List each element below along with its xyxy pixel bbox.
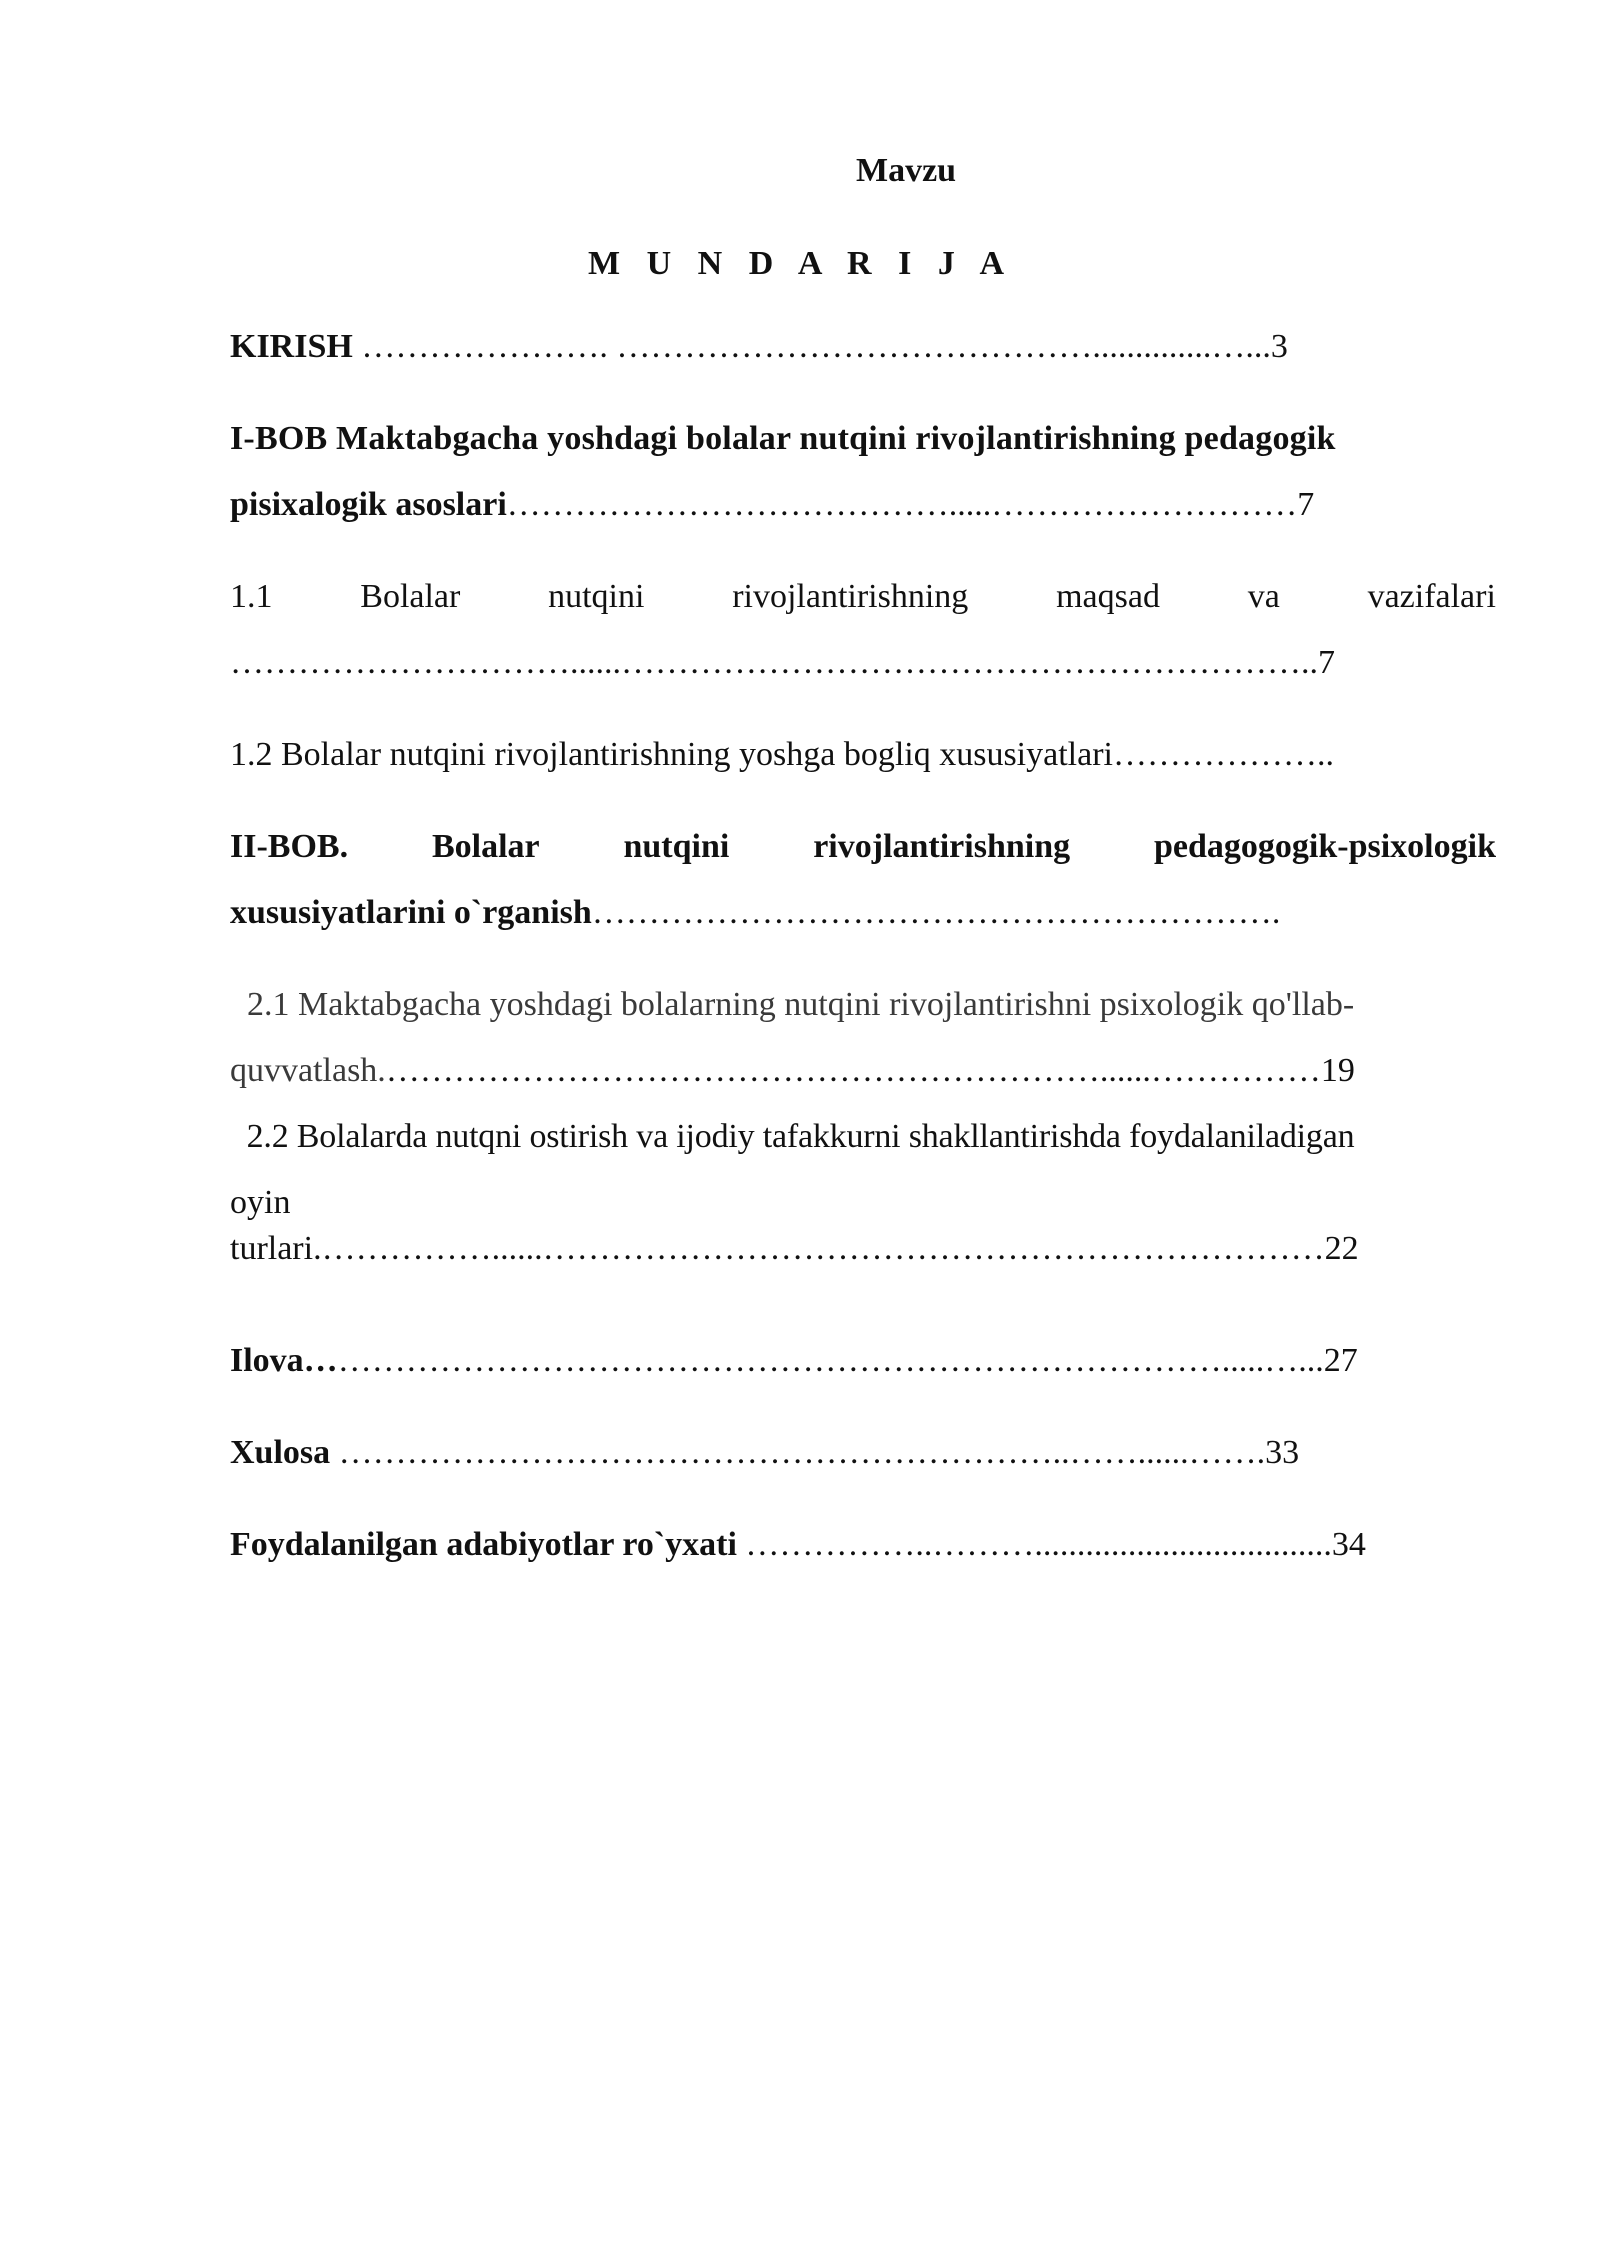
toc-word: nutqini <box>623 828 730 865</box>
toc-entry-title-line2-row <box>230 880 1496 946</box>
toc-page-number: 19 <box>1320 1052 1355 1089</box>
toc-entry-title: Foydalanilgan adabiyotlar ro`yxati <box>230 1526 737 1563</box>
toc-title: M U N D A R I J A <box>588 245 1014 282</box>
toc-entry-xulosa <box>230 1420 1496 1486</box>
toc-entry-section-2-2 <box>230 1104 1496 1282</box>
toc-entry-title-line3-row <box>230 1216 1496 1282</box>
toc-entry-title-line2: oyin <box>230 1184 291 1221</box>
toc-leader: ……………......…………………………………………………………… <box>321 1230 1325 1267</box>
toc-leader: ………………………………….....……………………… <box>506 486 1298 523</box>
toc-word: vazifalari <box>1367 578 1496 615</box>
toc-entry-title-line1: 2.1 Maktabgacha yoshdagi bolalarning nutqini rivojlantirishni psixologik qo'llab- <box>230 986 1355 1023</box>
toc-entry-title: Ilova… <box>230 1342 338 1379</box>
toc-entry-title: KIRISH <box>230 328 353 365</box>
toc-entry-title-row <box>230 814 1496 880</box>
toc-word: II-BOB. <box>230 828 349 865</box>
toc-entry-title-line2-row <box>230 1038 1496 1104</box>
toc-leader: …………………………......…………………………………………………….. <box>230 644 1318 681</box>
toc-entry-chapter-1 <box>230 406 1496 538</box>
toc-leader: ………………………………………………………......…………… <box>385 1052 1321 1089</box>
toc-word: rivojlantirishning <box>813 828 1071 865</box>
toc-word: Bolalar <box>360 578 461 615</box>
toc-entry-title-row <box>230 564 1496 630</box>
toc-page-number: 27 <box>1323 1342 1358 1379</box>
toc-entry-title-line2: xususiyatlarini o`rganish <box>230 894 592 931</box>
toc-entry-kirish <box>230 314 1496 380</box>
toc-entry-title-line3: turlari. <box>230 1230 322 1267</box>
toc-word: rivojlantirishning <box>732 578 969 615</box>
toc-word: nutqini <box>548 578 645 615</box>
toc-entry-title-line2: quvvatlash. <box>230 1052 386 1089</box>
toc-entry-title-line1: I-BOB Maktabgacha yoshdagi bolalar nutqini rivojlantirishning pedagogik <box>230 420 1336 457</box>
toc-leader: ……………..………................................... <box>736 1526 1332 1563</box>
toc-page-number: 33 <box>1265 1434 1300 1471</box>
toc-word: maqsad <box>1056 578 1160 615</box>
toc-word: Bolalar <box>431 828 540 865</box>
toc-page-number: 7 <box>1318 644 1335 681</box>
toc-entry-section-2-1 <box>230 972 1496 1104</box>
toc-entry-title: Xulosa <box>230 1434 331 1471</box>
toc-entry-title: 1.2 Bolalar nutqini rivojlantirishning yoshga bogliq xususiyatlari <box>230 736 1113 773</box>
toc-word: va <box>1247 578 1280 615</box>
toc-entry-ilova <box>230 1328 1496 1394</box>
toc-page-number: 7 <box>1297 486 1315 523</box>
toc-page-number: 22 <box>1324 1230 1359 1267</box>
toc-leader: ……………………………………………………. <box>591 894 1281 931</box>
toc-leader: ………………………………………………………..……......……. <box>330 1434 1266 1471</box>
toc-entry-title-line1: 2.2 Bolalarda nutqni ostirish va ijodiy tafakkurni shakllantirishda foydalaniladigan <box>230 1118 1355 1155</box>
toc-leader: …………………………………………………………………….....…... <box>337 1342 1324 1379</box>
toc-page-number: 34 <box>1331 1526 1366 1563</box>
toc-word: pedagogogik-psixologik <box>1154 828 1496 865</box>
toc-entry-section-1-1 <box>230 564 1496 696</box>
toc-entry-section-1-2 <box>230 722 1496 788</box>
toc-entry-references <box>230 1512 1496 1578</box>
toc-entry-chapter-2 <box>230 814 1496 946</box>
toc-entry-leader-row <box>230 630 1496 696</box>
toc-page-number: 3 <box>1270 328 1288 365</box>
toc-word: 1.1 <box>230 578 273 615</box>
toc-entry-title-line2: pisixalogik asoslari <box>230 486 507 523</box>
topic-heading: Mavzu <box>856 152 957 189</box>
toc-leader: ……………….. <box>1112 736 1334 773</box>
toc-entry-title-line2-row <box>230 472 1496 538</box>
toc-leader: …………………. ……………………………………..............…... <box>352 328 1271 365</box>
